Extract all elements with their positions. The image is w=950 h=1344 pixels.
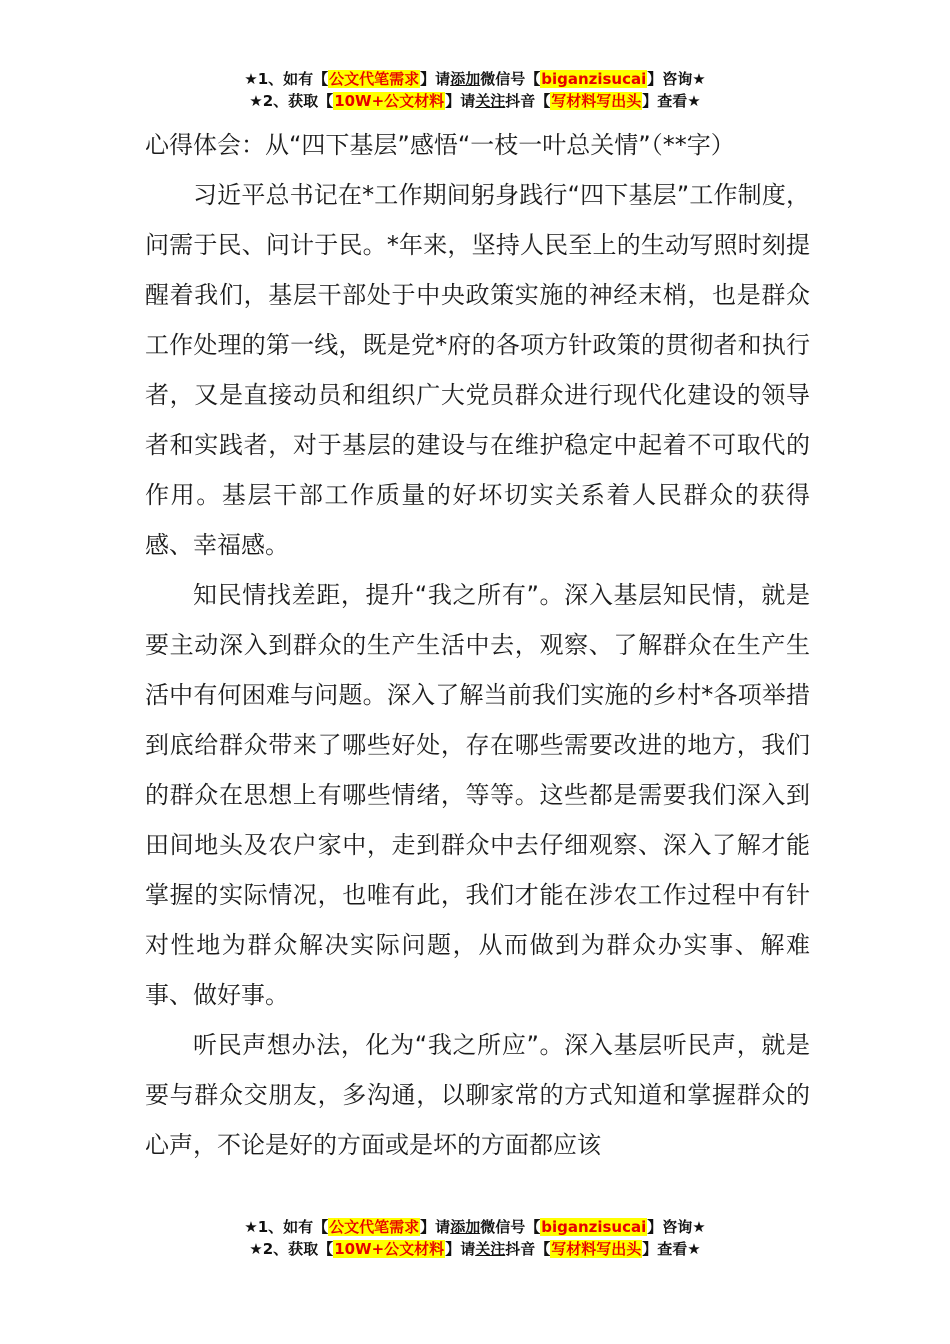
highlight-wechat-id: biganzisucai — [541, 70, 647, 88]
highlight-douyin: 写材料写出头 — [551, 1240, 642, 1258]
promo-line-2: ★2、获取【10W+公文材料】请关注抖音【写材料写出头】查看★ — [249, 92, 701, 110]
underline-add: 添加 — [450, 70, 481, 88]
paragraph: 听民声想办法，化为“我之所应”。深入基层听民声，就是要与群众交朋友，多沟通，以聊家常的方式知道和掌握群众的心声，不论是好的方面或是坏的方面都应该 — [145, 1031, 810, 1159]
underline-add: 添加 — [450, 1218, 481, 1236]
top-promo-banner — [0, 68, 950, 112]
paragraph: 知民情找差距，提升“我之所有”。深入基层知民情，就是要主动深入到群众的生产生活中去，观察、了解群众在生产生活中有何困难与问题。深入了解当前我们实施的乡村*各项举措到底给群众带来了哪些好处，存在哪些需要改进的地方，我们的群众在思想上有哪些情绪，等等。这些都是需要我们深入到田间地头及农户家中，走到群众中去仔细观察、深入了解才能掌握的实际情况，也唯有此，我们才能在涉农工作过程中有针对性地为群众解决实际问题，从而做到为群众办实事、解难事、做好事。 — [145, 581, 810, 1009]
promo-line-2: ★2、获取【10W+公文材料】请关注抖音【写材料写出头】查看★ — [249, 1240, 701, 1258]
highlight-douyin: 写材料写出头 — [551, 92, 642, 110]
document-title: 心得体会：从“四下基层”感悟“一枝一叶总关情”（**字） — [145, 131, 735, 159]
promo-line-1: ★1、如有【公文代笔需求】请添加微信号【biganzisucai】咨询★ — [244, 70, 706, 88]
highlight-materials: 10W+公文材料 — [334, 92, 445, 110]
highlight-need: 公文代笔需求 — [329, 1218, 420, 1236]
document-body — [145, 120, 810, 1170]
highlight-wechat-id: biganzisucai — [541, 1218, 647, 1236]
underline-follow: 关注 — [475, 92, 506, 110]
promo-line-1: ★1、如有【公文代笔需求】请添加微信号【biganzisucai】咨询★ — [244, 1218, 706, 1236]
highlight-need: 公文代笔需求 — [329, 70, 420, 88]
paragraph: 习近平总书记在*工作期间躬身践行“四下基层”工作制度，问需于民、问计于民。*年来，坚持人民至上的生动写照时刻提醒着我们，基层干部处于中央政策实施的神经末梢，也是群众工作处理的第一线，既是党*府的各项方针政策的贯彻者和执行者，又是直接动员和组织广大党员群众进行现代化建设的领导者和实践者，对于基层的建设与在维护稳定中起着不可取代的作用。基层干部工作质量的好坏切实关系着人民群众的获得感、幸福感。 — [145, 181, 810, 559]
highlight-materials: 10W+公文材料 — [334, 1240, 445, 1258]
underline-follow: 关注 — [475, 1240, 506, 1258]
bottom-promo-banner — [0, 1216, 950, 1260]
